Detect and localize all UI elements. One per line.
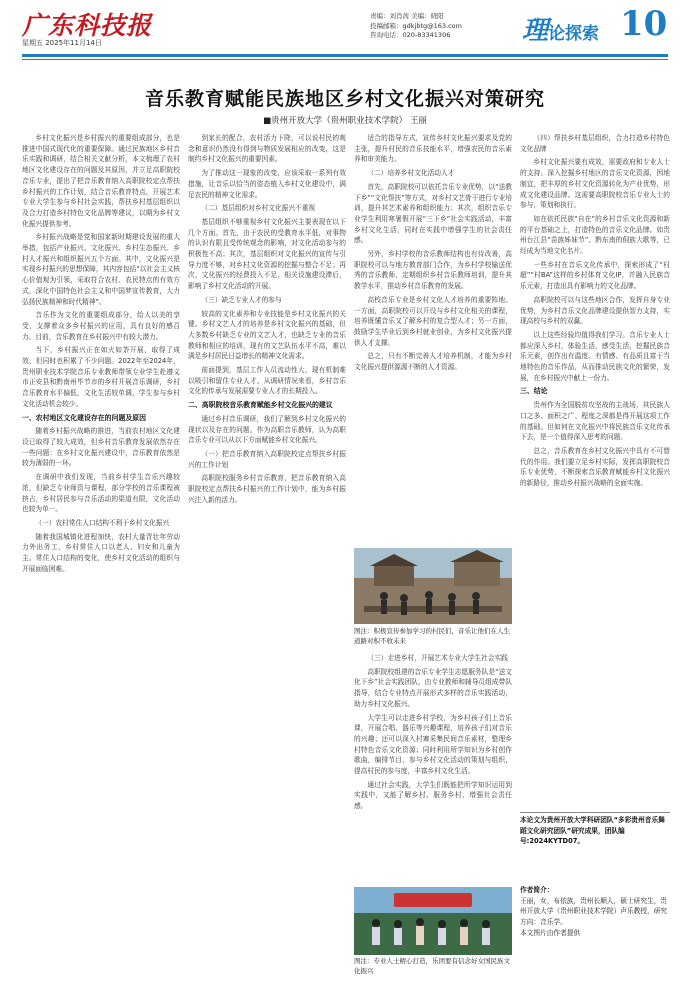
column-4 (520, 133, 670, 993)
paragraph: 首先，高职院校可以依托音乐专业优势，以“送教下乡”“文化帮扶”等方式，对乡村文艺骨干进行专业培训，提升其艺术素养和组织能力；其次，组织音乐专业学生利用寒暑假开展“三下乡”社会实践活动，丰富乡村文化生活，同时在实践中增强学生的社会责任感。 (354, 182, 512, 245)
author-bio-body: 王丽，女，布依族，贵州长顺人，硕士研究生，贵州开放大学（贵州职业技术学院）声乐教授，研究方向：音乐学。 (520, 896, 668, 927)
paragraph: 较高的文化素养和专业技能是乡村文化振兴的关键。乡村文艺人才的培养是乡村文化振兴的基础，但大多数乡村缺乏专业的文艺人才，也缺乏专业的音乐教师和相应的培训，现有的文艺队伍水平不高，难以满足乡村居民日益增长的精神文化需求。 (188, 309, 346, 361)
column-1 (22, 133, 180, 993)
section-title: 理 (522, 16, 549, 46)
paragraph: 当下，乡村振兴正在如火如荼开展，取得了成效，但同时也积累了不少问题。2022年至2024年，贵州职业技术学院音乐专业教师带领专业学生赴遵义市正安县和黔南州毕节市的乡村开展音乐调研，乡村音乐教育水平偏低，文化生活较单调，学生参与乡村文化活动机会较少。 (22, 346, 180, 408)
section-heading: 三、结论 (520, 387, 548, 396)
funding-note: 本论文为贵州开放大学科研团队“多彩贵州音乐舞蹈文化研究团队”研究成果，团队编号:2024KYTD07。 (520, 816, 665, 846)
article-byline: ■贵州开放大学（贵州职业技术学院） 王丽 (263, 116, 427, 126)
subheading: （三）缺乏专业人才的参与 (201, 295, 282, 304)
paragraph: 一些乡村在音乐文化传承中，探索形成了“村超”“村BA”这样的乡村体育文化IP，并融入民族音乐元素，打造出具有影响力的文化品牌。 (520, 260, 670, 291)
subheading: （三）走进乡村，开展艺术专业大学生社会实践 (367, 654, 508, 662)
article-title: 音乐教育赋能民族地区乡村文化振兴对策研究 (144, 88, 545, 110)
section-subtitle: 论探索 (548, 24, 600, 44)
performance-photo-illustration (354, 887, 512, 955)
paragraph: 以上这些经验均值得我们学习。音乐专业人士都应深入乡村，体验生活，感受生活，挖掘民族音乐元素，创作出有温度、有情感、有品质且富于当地特色的音乐作品，从而推动民族文化的繁荣，发展，在乡村振兴中献上一份力。 (520, 330, 670, 382)
paragraph: 总之，只有不断完善人才培养机制，才能为乡村文化振兴提供源源不断的人才资源。 (354, 352, 512, 372)
paragraph: 高校音乐专业是乡村文化人才培养的重要阵地。一方面，高职院校可以开设与乡村文化相关的课程，培养既懂音乐又了解乡村的复合型人才；另一方面，鼓励学生毕业后到乡村就业创业，为乡村文化振兴提供人才支撑。 (354, 295, 512, 347)
paragraph: 如在依托民族“自在”的乡村音乐文化资源和新的平台基础之上，打造特色的音乐文化品牌。如贵州台江县“苗族姊妹节”、黔东南的侗族大歌等，已经成为当地文化名片。 (520, 214, 670, 256)
paragraph: 到家长的配合，农村活力下降，可以说村民的观念和意识仍然没有得到与物质发展相应的改变，这是制约乡村文化振兴的重要因素。 (188, 134, 346, 164)
header-rule (22, 54, 668, 57)
paragraph: 高职院校可以与这些地区合作，发挥自身专业优势，为乡村音乐文化品牌建设提供智力支持，实现高校与乡村的双赢。 (520, 295, 670, 326)
newspaper-logo: 广东科技报 (22, 11, 153, 40)
issue-date: 星期五 2025年11月14日 (22, 39, 102, 47)
paragraph: （一）农村常住人口结构不利于乡村文化振兴 (35, 518, 170, 527)
section-heading: 二、高职院校音乐教育赋能乡村文化振兴的建议 (188, 401, 333, 410)
author-bio (520, 885, 670, 939)
email-line: 投稿邮箱：gdkjbtg@163.com (370, 21, 462, 30)
paragraph: 大学生可以走进乡村学校，为乡村孩子们上音乐课，开展合唱、器乐等兴趣课程，培养孩子们对音乐的兴趣；还可以深入村寨采集民间音乐素材，整理乡村特色音乐文化资源；同时利用所学知识为乡村创作歌曲，编排节目，参与乡村文化活动的策划与组织，提高村民的参与度，丰富乡村文化生活。 (354, 713, 512, 776)
paragraph: 适合的指导方式，宣传乡村文化振兴要求及党的主张，提升村民的音乐技能水平，增强农民的音乐素养和审美能力。 (354, 134, 512, 164)
page-number: 10 (620, 4, 668, 44)
paragraph: 通过社会实践，大学生们既能把所学知识运用到实践中，又能了解乡村、服务乡村，增强社会责任感。 (354, 780, 512, 811)
section-heading: 一、农村地区文化建设存在的问题及原因 (22, 413, 147, 422)
paragraph: 基层组织不够重视乡村文化振兴主要表现在以下几个方面。首先，由于农民的受教育水平低，对事物的认识有限且受传统观念的影响，对文化活动参与的积极性不高；其次，基层组织对文化振兴的宣传与引导力度不够，对乡村文化资源的挖掘与整合不足；再次，文化振兴的经费投入不足，相关设施建设滞后，影响了乡村文化活动的开展。 (188, 217, 346, 291)
paragraph: 乡村文化振兴是乡村振兴的重要组成部分，也是推进中国式现代化的重要保障。通过民族地区乡村音乐实践和调研，结合相关文献分析，本文梳理了农村地区文化建设存在的问题及其原因，并立足高职院校音乐专业，提出了把音乐教育纳入高职院校定点帮扶乡村振兴的工作计划，结合音乐教育特点，开展艺术专业大学生参与乡村社会实践，帮扶乡村基层组织以及合力打造乡村特色文化品牌等建议，以期为乡村文化振兴提供参考。 (22, 134, 180, 228)
paragraph: 高职院校服务乡村音乐教育，把音乐教育纳入高职院校定点帮扶乡村振兴的工作计划中，能为乡村振兴注入新的活力。 (188, 474, 346, 504)
author-bio-title: 作者简介： (520, 886, 554, 894)
header-rule-thin (22, 59, 668, 60)
paragraph: 前面提到，基层工作人员流动性大，现有机制难以吸引和留住专业人才。从调研情况来看，乡村音乐文化的传承与发展需要专业人才的长期投入。 (188, 366, 346, 396)
editor-line: 责编：刘肖茜 美编：晓阳 (370, 12, 444, 20)
paragraph: 通过乡村音乐调研，我们了解到乡村文化振兴的现状以及存在的问题。作为高职音乐教师，认为高职音乐专业可以从以下方面赋能乡村文化振兴。 (188, 414, 346, 445)
phone-line: 咨询电话：020-83341306 (370, 31, 451, 39)
paragraph: 乡村振兴战略是党和国家新时期建设发展的重大举措，包括产业振兴、文化振兴、乡村生态振兴、乡村人才振兴和组织振兴五个方面。其中，文化振兴是实现乡村振兴的思想保障，其内容包括“以社会主义核心价值观为引领，采取符合农村、农民特点的有效方式，深化中国特色社会主义和中国梦宣传教育，大力弘扬民族精神和时代精神”。 (22, 233, 180, 306)
paragraph: 另外，乡村学校的音乐教师结构也有待改善，高职院校可以与地方教育部门合作，为乡村学校输送优秀的音乐教师，定期组织乡村音乐教师培训，提升其教学水平，推动乡村音乐教育的发展。 (354, 250, 512, 291)
paragraph: 高职院校组建的音乐专业学生志愿服务队是“送文化下乡”社会实践团队，由专业教师和辅导员组成带队指导，结合专业特点开展形式多样的音乐实践活动，助力乡村文化振兴。 (354, 667, 512, 708)
paragraph: （四）帮扶乡村基层组织，合力打造乡村特色文化品牌 (520, 134, 670, 153)
subheading: （一）把音乐教育纳入高职院校定点帮扶乡村振兴的工作计划 (188, 449, 346, 469)
performance-photo (354, 887, 512, 955)
paragraph: 音乐作为文化的重要组成部分，给人以美的享受，支撑着众多乡村振兴的应用，具有良好的感召力。目前，音乐教育在乡村振兴中有较大潜力。 (22, 311, 180, 341)
paragraph: 在调研中我们发现，当前乡村学生音乐兴趣较浓，但缺乏专业师资与课程，部分学校的音乐课程被挤占，乡村居民参与音乐活动的渠道有限，文化活动也较为单一。 (22, 473, 180, 514)
paragraph: 乡村文化振兴要有成效，需要政府和专业人士的支持。深入挖掘乡村地区的音乐文化资源，因地制宜，把丰厚的乡村文化资源转化为产业优势，形成文化建设品牌。这需要高职院校音乐专业人士的参与，策划和执行。 (520, 158, 670, 210)
subheading: （二）培养乡村文化活动人才 (367, 169, 455, 178)
subheading: （二）基层组织对乡村文化振兴不重视 (201, 204, 316, 213)
photo-caption: 图注：专业人士精心打造，乐团要有信念好女国民族文化振兴 (354, 957, 510, 975)
paragraph: 总之，音乐教育在乡村文化振兴中具有不可替代的作用。我们要立足乡村实际，发挥高职院校音乐专业优势，不断探索音乐教育赋能乡村文化振兴的新路径，推动乡村振兴战略的全面实施。 (520, 446, 670, 488)
divider (520, 812, 670, 813)
paragraph: 随着乡村振兴战略的推进，当前农村地区文化建设已取得了较大成效，但乡村音乐教育发展依然存在一些问题：在乡村文化振兴建设中，音乐教育依然是较为薄弱的一环。 (22, 427, 180, 468)
paragraph: 随着我国城镇化进程加快，农村大量青壮年劳动力外出务工，乡村常住人口以老人、妇女和儿童为主。常住人口结构的变化，使乡村文化活动的组织与开展面临困难。 (22, 532, 180, 573)
column-3 (354, 133, 512, 543)
section-badge (522, 10, 599, 47)
editor-info (370, 12, 462, 41)
photo-credit: 本文图片由作者提供 (520, 928, 581, 937)
paragraph: 为了推动这一现象的改变，应该采取一系列有效措施，让音乐以恰当的姿态植入乡村文化建设中，满足农民的精神文化需求。 (188, 169, 346, 199)
column-2 (188, 133, 346, 993)
paragraph: 贵州作为全国脱贫攻坚战的主战场，其民族人口之多、面积之广、程度之深都是得开展这项工作的基础。但如何在文化振兴中将民族音乐文化传承下去，是一个值得深入思考的问题。 (520, 401, 670, 442)
masthead (0, 0, 690, 62)
village-photo (354, 548, 512, 624)
village-photo-illustration (354, 548, 512, 624)
photo-caption: 图注：积极宣传参加学习的村民们，音乐让他们在人生道路对积不收未来 (354, 627, 510, 645)
